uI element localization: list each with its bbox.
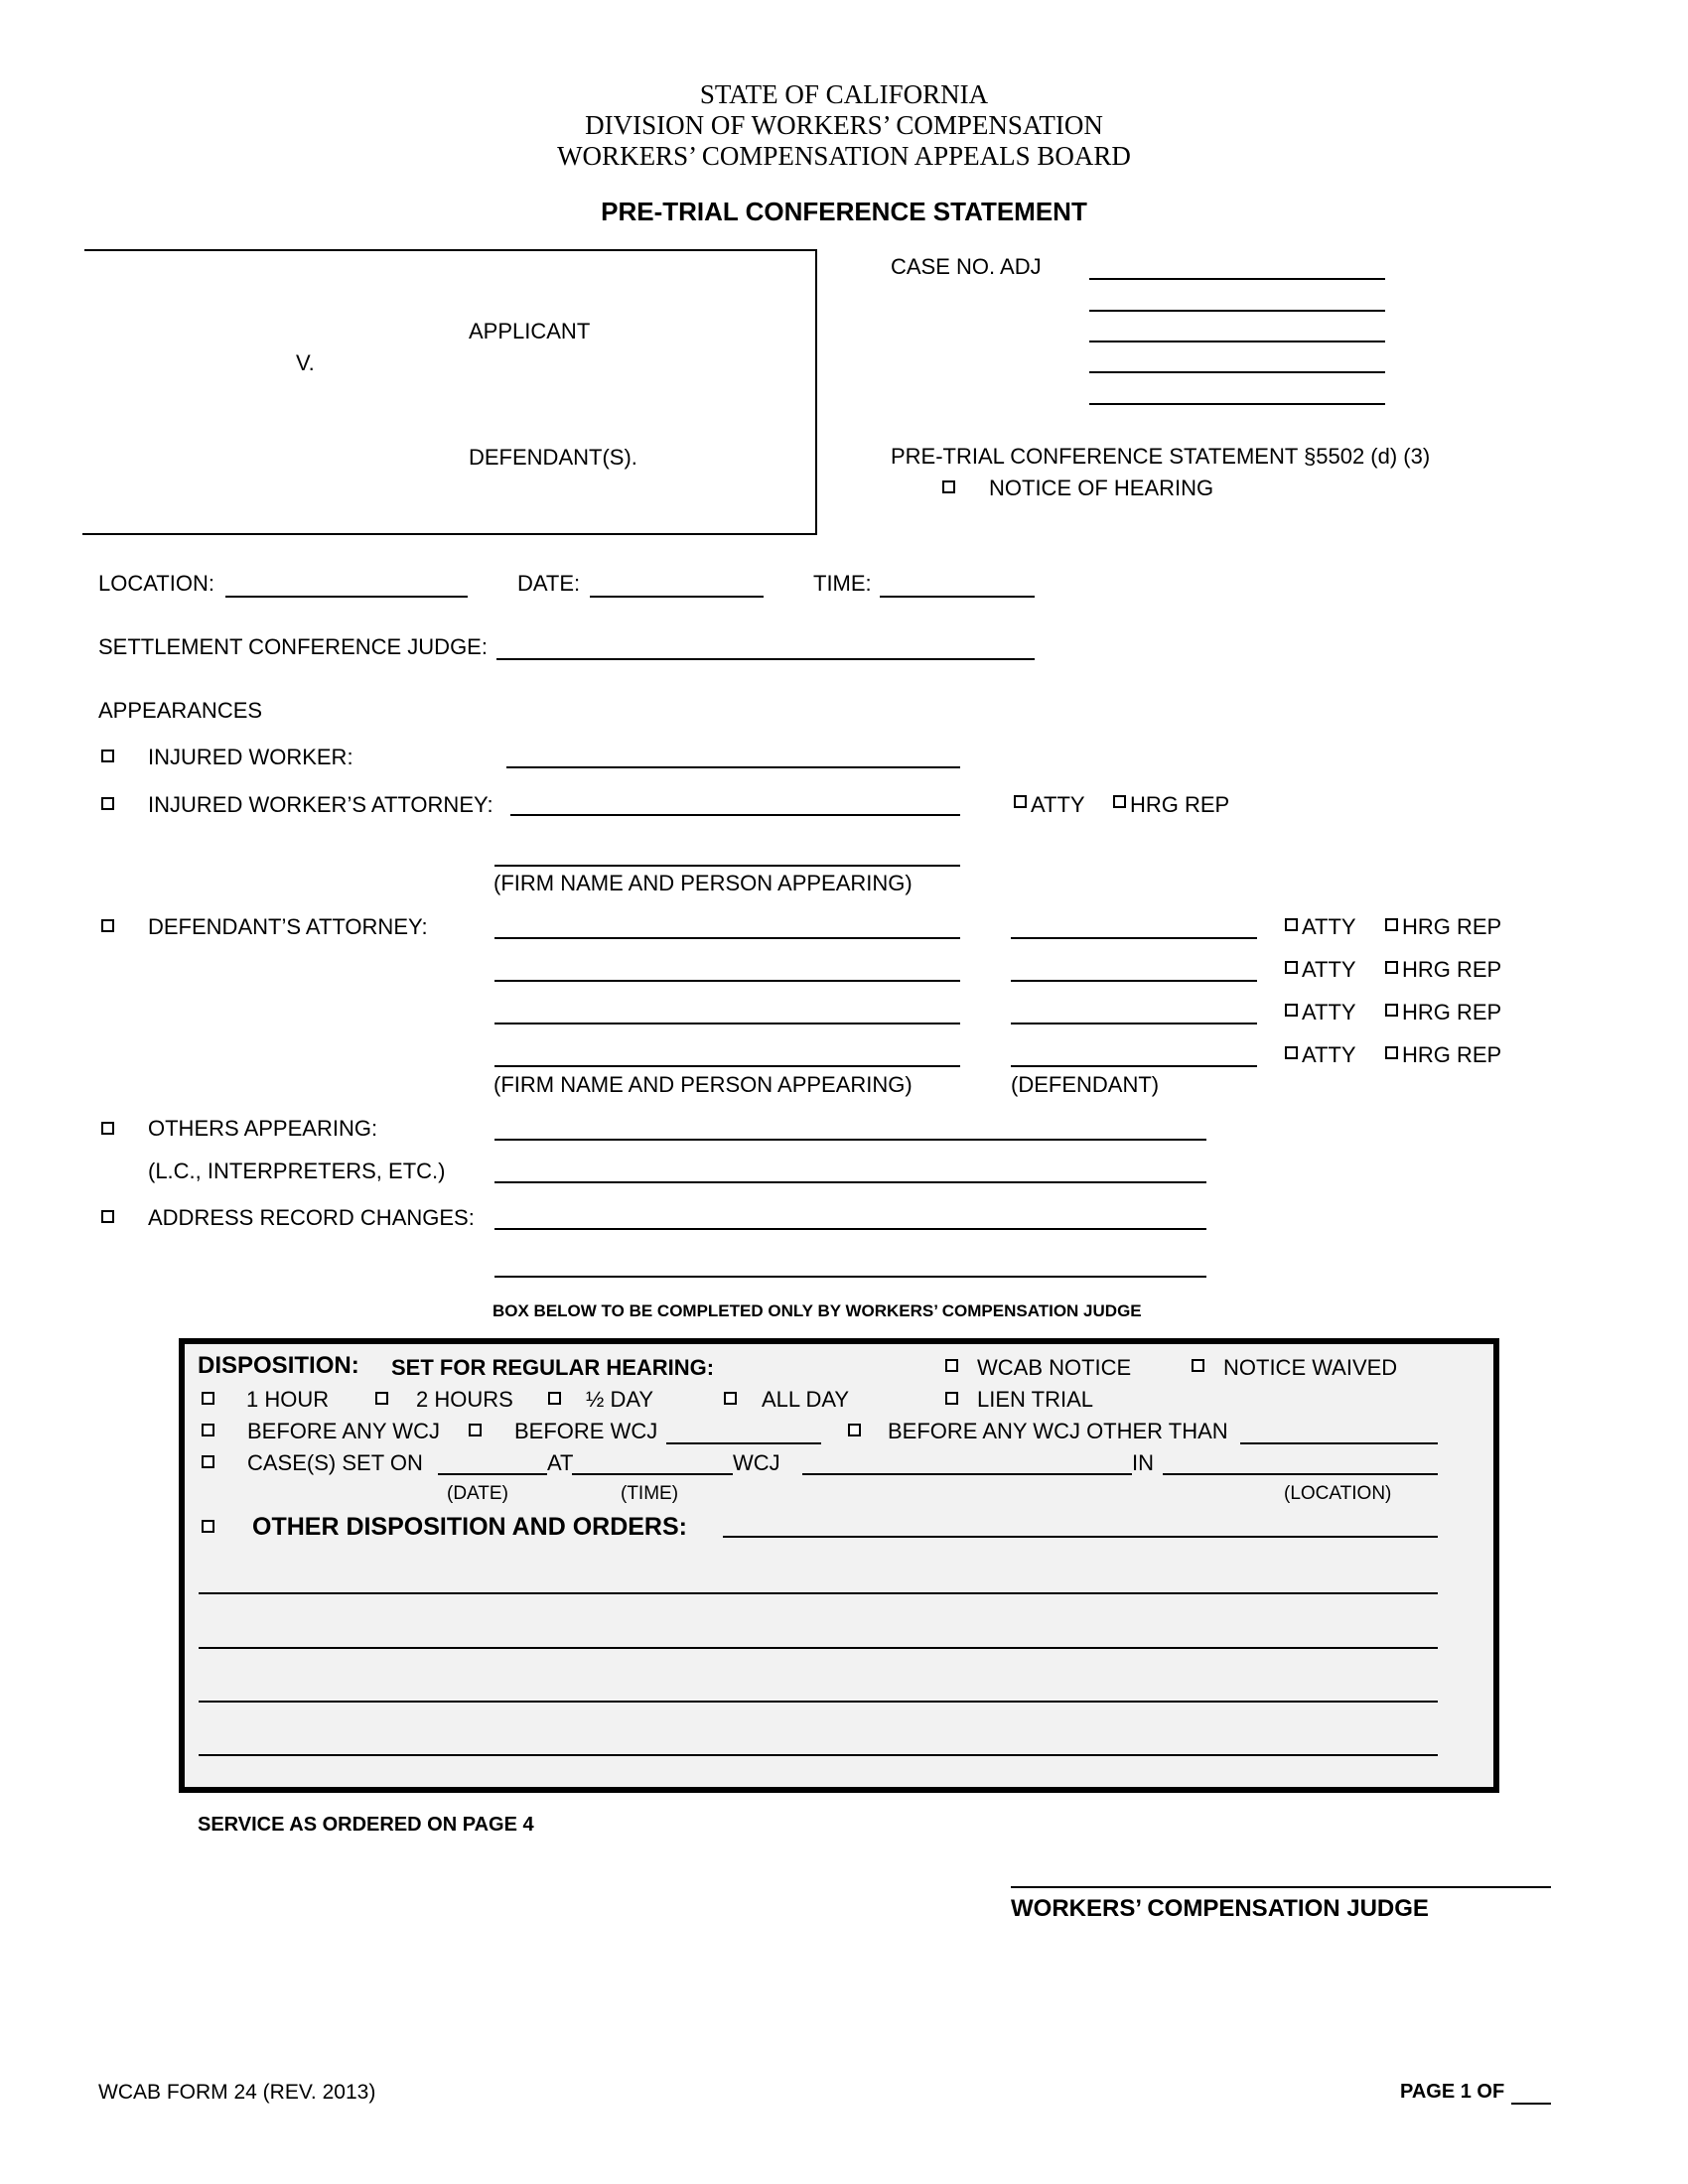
one-hour-checkbox[interactable] (202, 1392, 214, 1405)
set-regular-hearing-label: SET FOR REGULAR HEARING: (391, 1355, 715, 1380)
set-on-date-field[interactable] (438, 1473, 547, 1475)
injured-worker-label: INJURED WORKER: (148, 745, 353, 769)
others-appearing-label: OTHERS APPEARING: (148, 1116, 378, 1141)
page-title: PRE-TRIAL CONFERENCE STATEMENT (601, 197, 1087, 226)
header-state: STATE OF CALIFORNIA (699, 79, 989, 109)
injured-worker-checkbox[interactable] (101, 750, 114, 762)
address-changes-label: ADDRESS RECORD CHANGES: (148, 1205, 475, 1230)
other-disposition-line-0[interactable] (723, 1536, 1438, 1538)
address-changes-line-1[interactable] (494, 1228, 1206, 1230)
iw-hrg-rep-label: HRG REP (1130, 792, 1230, 817)
case-number-line-5[interactable] (1089, 403, 1385, 405)
all-day-checkbox[interactable] (724, 1392, 737, 1405)
iw-atty-label: ATTY (1031, 792, 1085, 817)
iw-attorney-field[interactable] (510, 814, 960, 816)
other-disposition-line-1[interactable] (199, 1592, 1438, 1594)
others-appearing-line-2[interactable] (494, 1181, 1206, 1183)
notice-of-hearing-checkbox[interactable] (942, 480, 955, 493)
other-disposition-line-2[interactable] (199, 1647, 1438, 1649)
def-atty-label-2: ATTY (1302, 957, 1356, 982)
header-board: WORKERS’ COMPENSATION APPEALS BOARD (557, 141, 1131, 171)
def-firm-line-2[interactable] (494, 980, 960, 982)
date-field[interactable] (590, 596, 764, 598)
other-disposition-line-4[interactable] (199, 1754, 1438, 1756)
case-number-line-4[interactable] (1089, 371, 1385, 373)
case-number-line-3[interactable] (1089, 341, 1385, 342)
wcab-notice-checkbox[interactable] (945, 1359, 958, 1372)
cases-set-on-checkbox[interactable] (202, 1455, 214, 1468)
other-disposition-label: OTHER DISPOSITION AND ORDERS: (252, 1513, 687, 1541)
cases-set-on-label: CASE(S) SET ON (247, 1450, 423, 1475)
versus-label: V. (296, 350, 315, 375)
before-wcj-checkbox[interactable] (469, 1424, 482, 1436)
case-number-line-2[interactable] (1089, 310, 1385, 312)
def-attorney-label: DEFENDANT’S ATTORNEY: (148, 914, 428, 939)
wcab-notice-label: WCAB NOTICE (977, 1355, 1132, 1380)
statement-section-label: PRE-TRIAL CONFERENCE STATEMENT §5502 (d) (3) (891, 444, 1431, 469)
form-id: WCAB FORM 24 (REV. 2013) (98, 2081, 376, 2104)
half-day-label: ½ DAY (586, 1387, 654, 1412)
def-firm-line-4[interactable] (494, 1065, 960, 1067)
date-label: DATE: (517, 571, 581, 596)
def-atty-label-4: ATTY (1302, 1042, 1356, 1067)
before-any-other-field[interactable] (1240, 1442, 1438, 1444)
location-field[interactable] (225, 596, 468, 598)
time-caption: (TIME) (621, 1483, 679, 1504)
case-number-label: CASE NO. ADJ (891, 254, 1042, 279)
iw-firm-caption: (FIRM NAME AND PERSON APPEARING) (493, 871, 913, 895)
others-appearing-line-1[interactable] (494, 1139, 1206, 1141)
address-changes-checkbox[interactable] (101, 1210, 114, 1223)
def-atty-label-3: ATTY (1302, 1000, 1356, 1024)
disposition-heading: DISPOSITION: (198, 1352, 359, 1379)
before-wcj-label: BEFORE WCJ (514, 1419, 658, 1443)
def-hrg-rep-label-2: HRG REP (1402, 957, 1502, 982)
def-hrg-rep-checkbox-2[interactable] (1385, 961, 1398, 974)
others-note: (L.C., INTERPRETERS, ETC.) (148, 1159, 446, 1183)
others-appearing-checkbox[interactable] (101, 1122, 114, 1135)
case-number-line-1[interactable] (1089, 278, 1385, 280)
at-label: AT (547, 1450, 574, 1475)
defendants-label: DEFENDANT(S). (469, 445, 637, 470)
defendant-caption: (DEFENDANT) (1011, 1072, 1160, 1097)
address-changes-line-2[interactable] (494, 1276, 1206, 1278)
iw-attorney-label: INJURED WORKER’S ATTORNEY: (148, 792, 493, 817)
set-on-wcj-field[interactable] (802, 1473, 1132, 1475)
judge-field[interactable] (496, 658, 1035, 660)
lien-trial-label: LIEN TRIAL (977, 1387, 1093, 1412)
iw-attorney-checkbox[interactable] (101, 797, 114, 810)
lien-trial-checkbox[interactable] (945, 1392, 958, 1405)
defendant-line-2[interactable] (1011, 980, 1257, 982)
def-atty-checkbox-3[interactable] (1285, 1004, 1298, 1017)
location-label: LOCATION: (98, 571, 214, 596)
caption-bottom-rule (82, 533, 817, 535)
wcj-label: WCJ (733, 1450, 780, 1475)
all-day-label: ALL DAY (762, 1387, 850, 1412)
one-hour-label: 1 HOUR (246, 1387, 330, 1412)
time-field[interactable] (880, 596, 1035, 598)
other-disposition-line-3[interactable] (199, 1701, 1438, 1703)
set-on-location-field[interactable] (1163, 1473, 1438, 1475)
other-disposition-checkbox[interactable] (202, 1520, 214, 1533)
def-hrg-rep-label-1: HRG REP (1402, 914, 1502, 939)
before-any-wcj-label: BEFORE ANY WCJ (247, 1419, 440, 1443)
def-atty-label-1: ATTY (1302, 914, 1356, 939)
def-hrg-rep-label-3: HRG REP (1402, 1000, 1502, 1024)
signature-caption: WORKERS’ COMPENSATION JUDGE (1011, 1895, 1429, 1922)
defendant-line-1[interactable] (1011, 937, 1257, 939)
caption-top-rule (84, 249, 816, 251)
def-firm-line-1[interactable] (494, 937, 960, 939)
before-any-other-label: BEFORE ANY WCJ OTHER THAN (888, 1419, 1228, 1443)
signature-line[interactable] (1011, 1886, 1551, 1888)
location-caption: (LOCATION) (1284, 1483, 1392, 1504)
before-any-other-checkbox[interactable] (848, 1424, 861, 1436)
iw-atty-checkbox[interactable] (1014, 795, 1027, 808)
date-caption: (DATE) (447, 1483, 508, 1504)
def-hrg-rep-checkbox-4[interactable] (1385, 1046, 1398, 1059)
def-atty-checkbox-1[interactable] (1285, 918, 1298, 931)
def-firm-caption: (FIRM NAME AND PERSON APPEARING) (493, 1072, 913, 1097)
def-hrg-rep-checkbox-1[interactable] (1385, 918, 1398, 931)
def-atty-checkbox-4[interactable] (1285, 1046, 1298, 1059)
judge-box-note: BOX BELOW TO BE COMPLETED ONLY BY WORKERS’ COMPENSATION JUDGE (492, 1301, 1142, 1320)
in-label: IN (1132, 1450, 1154, 1475)
def-hrg-rep-checkbox-3[interactable] (1385, 1004, 1398, 1017)
time-label: TIME: (813, 571, 872, 596)
iw-firm-field[interactable] (494, 865, 960, 867)
notice-waived-label: NOTICE WAIVED (1223, 1355, 1398, 1380)
header-division: DIVISION OF WORKERS’ COMPENSATION (585, 110, 1103, 140)
judge-label: SETTLEMENT CONFERENCE JUDGE: (98, 634, 488, 659)
before-wcj-field[interactable] (666, 1442, 821, 1444)
def-attorney-checkbox[interactable] (101, 919, 114, 932)
two-hours-checkbox[interactable] (375, 1392, 388, 1405)
set-on-time-field[interactable] (572, 1473, 733, 1475)
injured-worker-field[interactable] (506, 766, 960, 768)
appearances-heading: APPEARANCES (98, 698, 263, 723)
notice-waived-checkbox[interactable] (1192, 1359, 1204, 1372)
half-day-checkbox[interactable] (548, 1392, 561, 1405)
before-any-wcj-checkbox[interactable] (202, 1424, 214, 1436)
page-label: PAGE 1 OF (1400, 2081, 1505, 2103)
def-hrg-rep-label-4: HRG REP (1402, 1042, 1502, 1067)
two-hours-label: 2 HOURS (416, 1387, 513, 1412)
caption-right-rule (815, 249, 817, 534)
iw-hrg-rep-checkbox[interactable] (1113, 795, 1126, 808)
def-firm-line-3[interactable] (494, 1023, 960, 1024)
page-total-field[interactable] (1511, 2103, 1551, 2105)
disposition-box (179, 1338, 1499, 1793)
notice-of-hearing-label: NOTICE OF HEARING (989, 476, 1214, 500)
service-note: SERVICE AS ORDERED ON PAGE 4 (198, 1814, 534, 1836)
defendant-line-4[interactable] (1011, 1065, 1257, 1067)
def-atty-checkbox-2[interactable] (1285, 961, 1298, 974)
applicant-label: APPLICANT (469, 319, 591, 343)
defendant-line-3[interactable] (1011, 1023, 1257, 1024)
